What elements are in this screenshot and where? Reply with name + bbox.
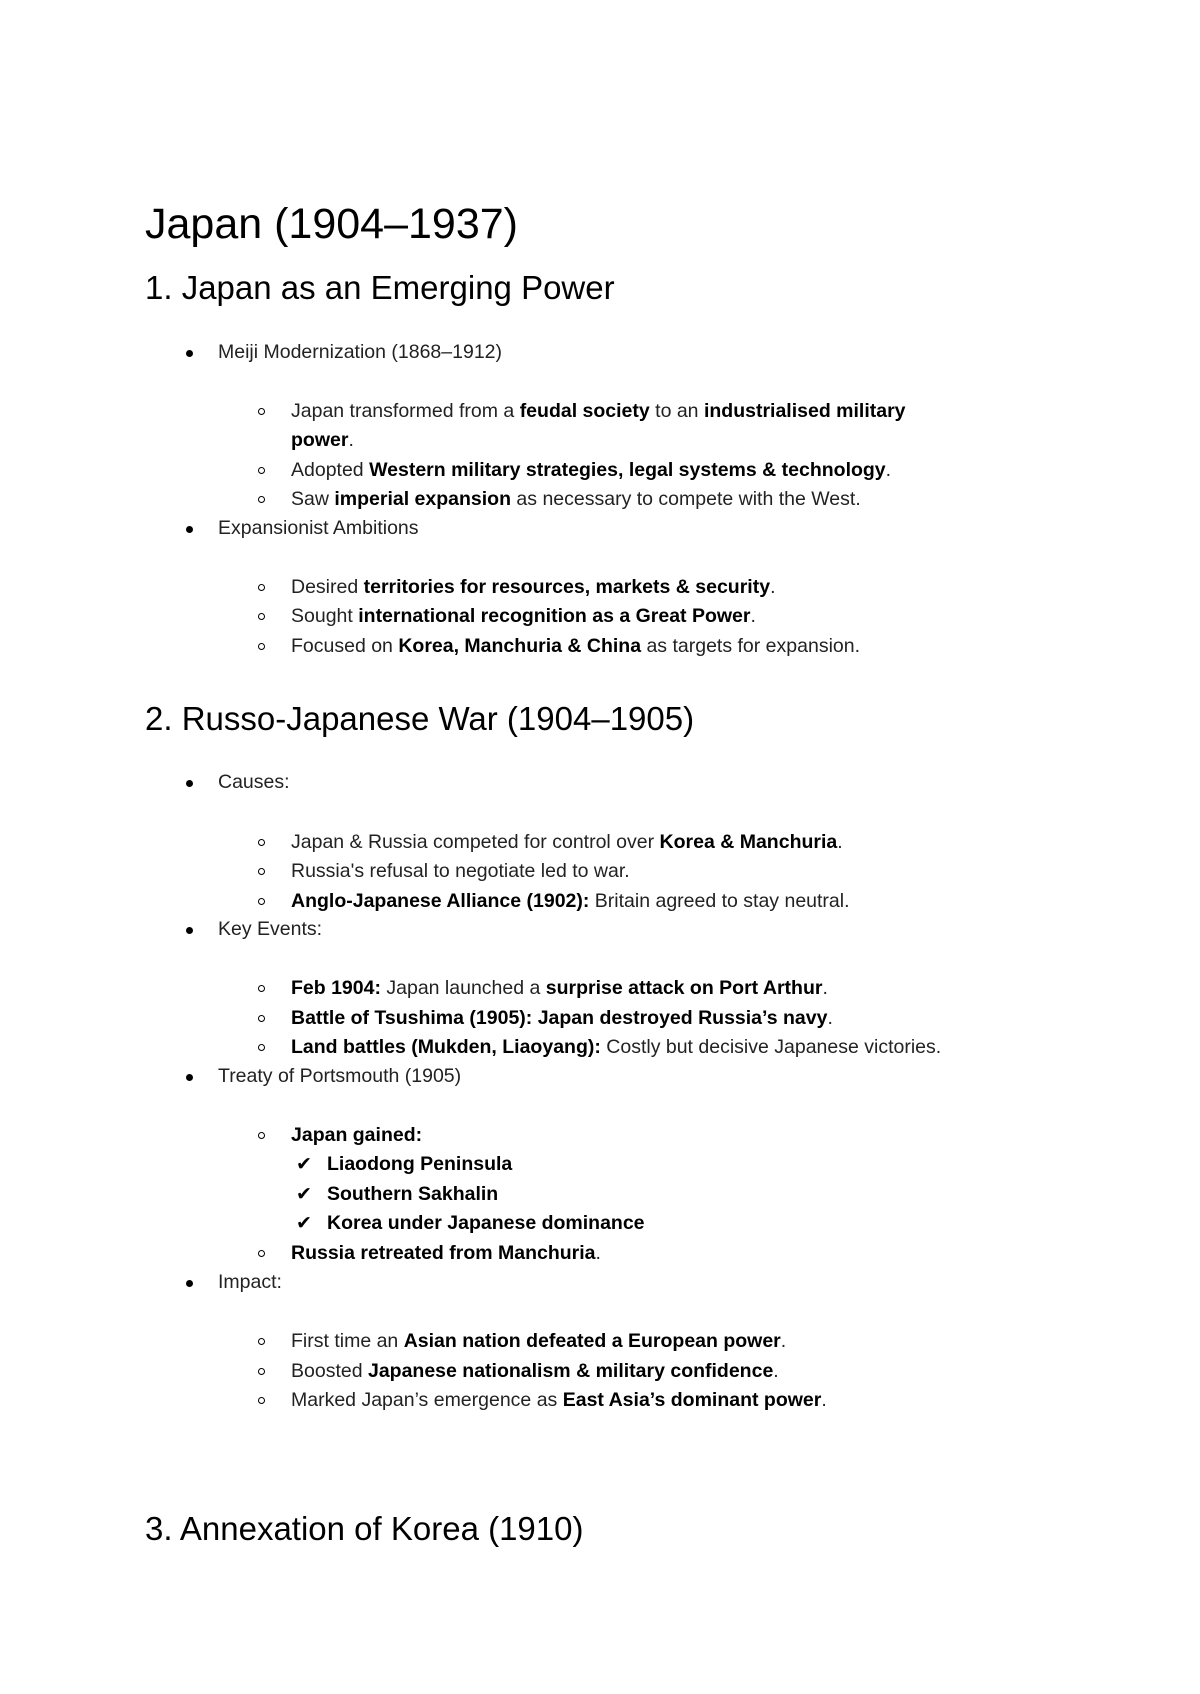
item-label: Expansionist Ambitions: [218, 517, 419, 539]
subitem-continuation: power.: [291, 429, 354, 451]
subitem: Feb 1904: Japan launched a surprise attack on Port Arthur.: [291, 977, 828, 999]
subitem: Boosted Japanese nationalism & military confidence.: [291, 1360, 779, 1382]
check-icon: ✔: [296, 1153, 312, 1175]
circle-bullet-icon: [258, 1368, 265, 1375]
subitem: Focused on Korea, Manchuria & China as targets for expansion.: [291, 635, 861, 657]
circle-bullet-icon: [258, 408, 265, 415]
subitem: Russia's refusal to negotiate led to war.: [291, 860, 630, 882]
circle-bullet-icon: [258, 613, 265, 620]
bullet-icon: [186, 780, 193, 787]
subitem: Desired territories for resources, markets & security.: [291, 576, 776, 598]
subitem: First time an Asian nation defeated a European power.: [291, 1330, 787, 1352]
item-label: Causes:: [218, 771, 290, 793]
subitem: Anglo-Japanese Alliance (1902): Britain agreed to stay neutral.: [291, 890, 850, 912]
circle-bullet-icon: [258, 467, 265, 474]
item-label: Treaty of Portsmouth (1905): [218, 1065, 462, 1087]
subitem: Land battles (Mukden, Liaoyang): Costly but decisive Japanese victories.: [291, 1036, 942, 1058]
page-title: Japan (1904–1937): [145, 200, 518, 248]
section-heading-2: 2. Russo-Japanese War (1904–1905): [145, 700, 695, 737]
circle-bullet-icon: [258, 1397, 265, 1404]
subitem: Marked Japan’s emergence as East Asia’s dominant power.: [291, 1389, 827, 1411]
circle-bullet-icon: [258, 643, 265, 650]
bullet-icon: [186, 526, 193, 533]
circle-bullet-icon: [258, 985, 265, 992]
circle-bullet-icon: [258, 1044, 265, 1051]
subitem: Saw imperial expansion as necessary to compete with the West.: [291, 488, 861, 510]
bullet-icon: [186, 1074, 193, 1081]
circle-bullet-icon: [258, 496, 265, 503]
subitem-check: Southern Sakhalin: [327, 1183, 499, 1205]
circle-bullet-icon: [258, 1132, 265, 1139]
circle-bullet-icon: [258, 868, 265, 875]
circle-bullet-icon: [258, 1250, 265, 1257]
circle-bullet-icon: [258, 1015, 265, 1022]
subitem: Adopted Western military strategies, legal systems & technology.: [291, 459, 892, 481]
subitem: Sought international recognition as a Great Power.: [291, 605, 756, 627]
section-heading-3: 3. Annexation of Korea (1910): [145, 1510, 584, 1547]
subitem-check: Liaodong Peninsula: [327, 1153, 513, 1175]
subitem: Battle of Tsushima (1905): Japan destroyed Russia’s navy.: [291, 1007, 833, 1029]
circle-bullet-icon: [258, 584, 265, 591]
section-heading-1: 1. Japan as an Emerging Power: [145, 269, 615, 306]
check-icon: ✔: [296, 1183, 312, 1205]
item-label: Meiji Modernization (1868–1912): [218, 341, 502, 363]
check-icon: ✔: [296, 1212, 312, 1234]
subitem: Russia retreated from Manchuria.: [291, 1242, 601, 1264]
circle-bullet-icon: [258, 1338, 265, 1345]
circle-bullet-icon: [258, 898, 265, 905]
circle-bullet-icon: [258, 839, 265, 846]
bullet-icon: [186, 927, 193, 934]
bullet-icon: [186, 1280, 193, 1287]
bullet-icon: [186, 350, 193, 357]
item-label: Key Events:: [218, 918, 323, 940]
subitem: Japan transformed from a feudal society to an industrialised military: [291, 400, 906, 422]
subitem-check: Korea under Japanese dominance: [327, 1212, 645, 1234]
subitem: Japan gained:: [291, 1124, 423, 1146]
item-label: Impact:: [218, 1271, 282, 1293]
subitem: Japan & Russia competed for control over Korea & Manchuria.: [291, 831, 843, 853]
